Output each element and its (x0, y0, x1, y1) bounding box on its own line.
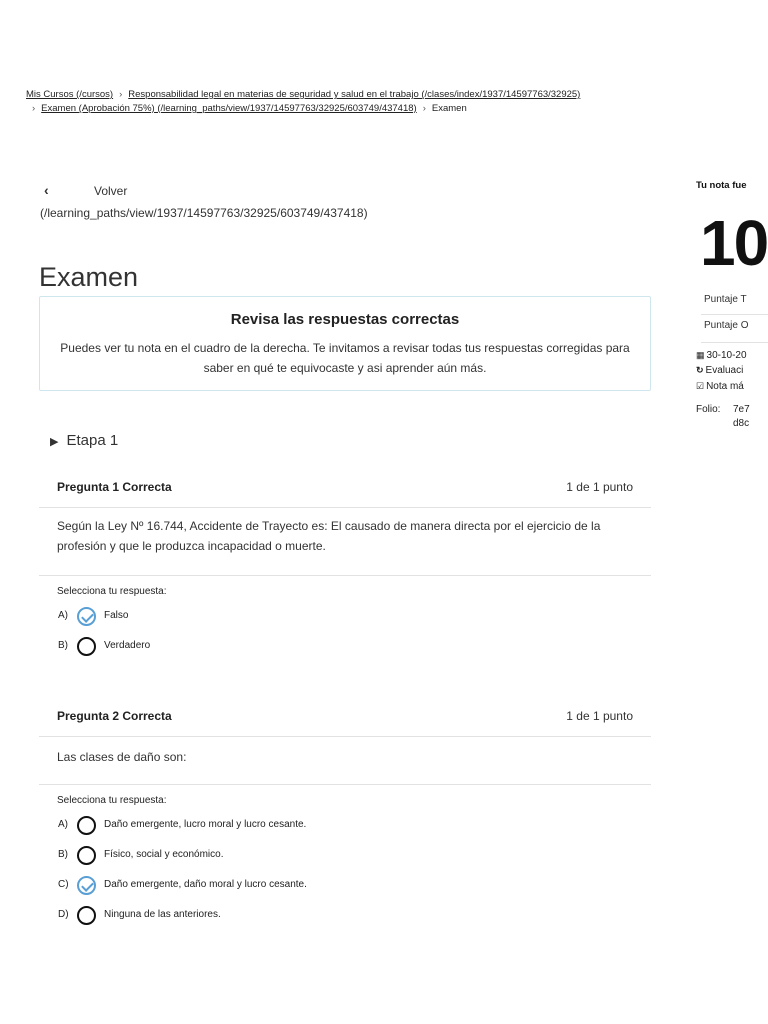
question-score: 1 de 1 punto (566, 480, 633, 494)
option-text[interactable]: Físico, social y económico. (104, 849, 224, 860)
grade-value: 10 (700, 207, 768, 279)
answer-option[interactable] (39, 872, 651, 902)
date-row (696, 350, 747, 361)
refresh-icon: ↻ (696, 365, 704, 375)
option-letter: A) (58, 610, 68, 621)
option-text[interactable]: Falso (104, 610, 129, 621)
radio-icon[interactable] (77, 846, 96, 865)
breadcrumb-separator: › (119, 89, 123, 100)
stage-label[interactable]: Etapa 1 (66, 432, 119, 449)
grade-title: Tu nota fue (696, 180, 747, 191)
question-header (39, 472, 651, 508)
notice-box (39, 296, 651, 391)
option-text[interactable]: Daño emergente, daño moral y lucro cesante. (104, 879, 307, 890)
grade-panel (695, 178, 768, 438)
question-text: Según la Ley Nº 16.744, Accidente de Trayecto es: El causado de manera directa por el ejercicio de la profesión y que le produzca incapacidad o muerte. (39, 508, 651, 576)
max-grade-row (696, 381, 744, 392)
back-label[interactable]: Volver (94, 184, 128, 198)
folio-value-line2: d8c (733, 418, 750, 429)
evaluation-row (696, 365, 743, 376)
answer-option[interactable] (39, 603, 651, 633)
breadcrumb-link-mis-cursos[interactable]: Mis Cursos (/cursos) (26, 89, 114, 100)
max-grade-label: Nota má (706, 381, 744, 392)
breadcrumb-link-course[interactable]: Responsabilidad legal en materias de seguridad y salud en el trabajo (/clases/index/1937/14597763/32925) (128, 89, 581, 100)
radio-checked-icon[interactable] (77, 607, 96, 626)
answer-option[interactable] (39, 902, 651, 932)
answer-prompt: Selecciona tu respuesta: (57, 586, 167, 597)
evaluation-label: Evaluaci (705, 365, 744, 376)
breadcrumb-separator: › (32, 103, 36, 114)
radio-checked-icon[interactable] (77, 876, 96, 895)
radio-icon[interactable] (77, 816, 96, 835)
date-value: 30-10-20 (706, 350, 747, 361)
page-title: Examen (39, 262, 139, 292)
question-card (39, 472, 651, 663)
radio-icon[interactable] (77, 637, 96, 656)
question-card (39, 701, 651, 932)
check-square-icon: ☑ (696, 381, 705, 391)
radio-icon[interactable] (77, 906, 96, 925)
option-text[interactable]: Ninguna de las anteriores. (104, 909, 221, 920)
option-text[interactable]: Daño emergente, lucro moral y lucro cesante. (104, 819, 307, 830)
answer-option[interactable] (39, 633, 651, 663)
stage-toggle[interactable] (50, 432, 118, 449)
breadcrumb-current: Examen (431, 103, 467, 114)
option-letter: B) (58, 640, 68, 651)
notice-title: Revisa las respuestas correctas (230, 311, 460, 328)
option-text[interactable]: Verdadero (104, 640, 151, 651)
obtained-score-label: Puntaje O (704, 320, 749, 331)
question-text: Las clases de daño son: (39, 737, 651, 785)
chevron-left-icon[interactable]: ‹ (44, 182, 49, 198)
triangle-right-icon[interactable]: ▶ (50, 436, 59, 448)
option-letter: C) (58, 879, 69, 890)
folio-label: Folio: (696, 404, 721, 415)
question-title: Pregunta 2 Correcta (57, 709, 172, 723)
option-letter: A) (58, 819, 68, 830)
calendar-icon: ▦ (696, 350, 705, 360)
folio-value: 7e7 (733, 404, 750, 415)
question-header (39, 701, 651, 737)
answer-option[interactable] (39, 812, 651, 842)
divider (701, 314, 768, 315)
answer-option[interactable] (39, 842, 651, 872)
back-path[interactable]: (/learning_paths/view/1937/14597763/32925/603749/437418) (40, 206, 368, 220)
breadcrumb-separator: › (422, 103, 426, 114)
total-score-label: Puntaje T (704, 294, 747, 305)
breadcrumb (26, 88, 746, 116)
divider (701, 342, 768, 343)
answer-prompt: Selecciona tu respuesta: (57, 795, 167, 806)
breadcrumb-link-exam-path[interactable]: Examen (Aprobación 75%) (/learning_paths/view/1937/14597763/32925/603749/437418) (41, 103, 417, 114)
question-score: 1 de 1 punto (566, 709, 633, 723)
notice-body: Puedes ver tu nota en el cuadro de la derecha. Te invitamos a revisar todas tus respuestas corregidas para saber en qué te equivocaste y asi aprender aún más. (60, 341, 630, 375)
option-letter: B) (58, 849, 68, 860)
question-title: Pregunta 1 Correcta (57, 480, 172, 494)
option-letter: D) (58, 909, 69, 920)
